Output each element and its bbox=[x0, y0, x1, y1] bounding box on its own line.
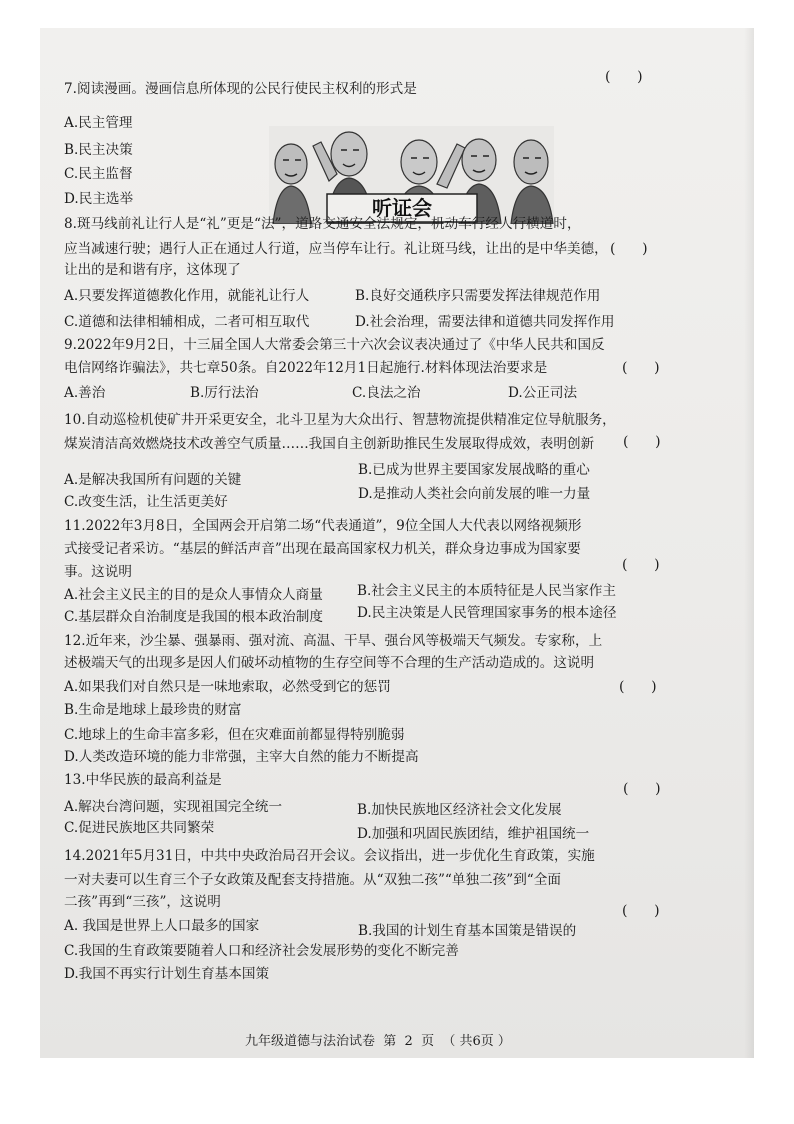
q14-option-a: A. 我国是世界上人口最多的国家 bbox=[64, 918, 260, 934]
answer-bracket-q9: ( ) bbox=[622, 360, 660, 376]
answer-bracket-q12: ( ) bbox=[619, 679, 657, 695]
question-7-stem: 7.阅读漫画。漫画信息所体现的公民行使民主权利的形式是 bbox=[64, 81, 417, 97]
q14-option-c: C.我国的生育政策要随着人口和经济社会发展形势的变化不断完善 bbox=[64, 943, 459, 959]
question-10-stem-line2: 煤炭清洁高效燃烧技术改善空气质量……我国自主创新助推民生发展取得成效，表明创新 bbox=[64, 436, 595, 452]
q14-option-d: D.我国不再实行计划生育基本国策 bbox=[64, 966, 270, 982]
q10-option-d: D.是推动人类社会向前发展的唯一力量 bbox=[358, 486, 591, 502]
question-11-stem-line1: 11.2022年3月8日，全国两会开启第二场“代表通道”，9位全国人大代表以网络视频形 bbox=[64, 518, 582, 534]
exam-page bbox=[40, 28, 754, 1058]
q12-option-a: A.如果我们对自然只是一味地索取，必然受到它的惩罚 bbox=[64, 679, 391, 695]
q11-option-b: B.社会主义民主的本质特征是人民当家作主 bbox=[357, 583, 616, 599]
q12-option-c: C.地球上的生命丰富多彩，但在灾难面前都显得特别脆弱 bbox=[64, 727, 405, 743]
question-8-stem-line1: 8.斑马线前礼让行人是“礼”更是“法”，道路交通安全法规定，机动车行经人行横道时， bbox=[64, 216, 581, 232]
q11-option-d: D.民主决策是人民管理国家事务的根本途径 bbox=[357, 605, 617, 621]
q10-option-b: B.已成为世界主要国家发展战略的重心 bbox=[358, 462, 590, 478]
q8-option-c: C.道德和法律相辅相成，二者可相互取代 bbox=[64, 314, 310, 330]
answer-bracket-q7: ( ) bbox=[605, 69, 643, 85]
q8-option-a: A.只要发挥道德教化作用，就能礼让行人 bbox=[64, 288, 310, 304]
q9-option-a: A.善治 bbox=[64, 385, 106, 401]
q12-option-d: D.人类改造环境的能力非常强，主宰大自然的能力不断提高 bbox=[64, 749, 419, 765]
question-13-stem: 13.中华民族的最高利益是 bbox=[64, 772, 222, 788]
question-14-stem-line2: 一对夫妻可以生育三个子女政策及配套支持措施。从“双独二孩”“单独二孩”到“全面 bbox=[64, 872, 561, 888]
answer-bracket-q10: ( ) bbox=[623, 434, 661, 450]
q13-option-a: A.解决台湾问题，实现祖国完全统一 bbox=[64, 799, 283, 815]
question-14-stem-line1: 14.2021年5月31日，中共中央政治局召开会议。会议指出，进一步优化生育政策，实施 bbox=[64, 848, 595, 864]
q8-option-d: D.社会治理，需要法律和道德共同发挥作用 bbox=[355, 314, 615, 330]
question-8-stem-line2: 应当减速行驶；遇行人正在通过人行道，应当停车让行。礼让斑马线，让出的是中华美德， bbox=[64, 241, 608, 257]
question-11-stem-line3: 事。这说明 bbox=[64, 564, 132, 580]
question-14-stem-line3: 二孩”再到“三孩”，这说明 bbox=[64, 894, 221, 910]
q9-option-d: D.公正司法 bbox=[508, 385, 578, 401]
q9-option-c: C.良法之治 bbox=[352, 385, 421, 401]
q10-option-a: A.是解决我国所有问题的关键 bbox=[64, 472, 242, 488]
answer-bracket-q11: ( ) bbox=[622, 557, 660, 573]
answer-bracket-q8: ( ) bbox=[610, 241, 648, 257]
q11-option-a: A.社会主义民主的目的是众人事情众人商量 bbox=[64, 587, 323, 603]
q13-option-b: B.加快民族地区经济社会文化发展 bbox=[357, 802, 562, 818]
q9-option-b: B.厉行法治 bbox=[190, 385, 259, 401]
hearing-cartoon-image bbox=[269, 126, 554, 224]
q14-option-b: B.我国的计划生育基本国策是错误的 bbox=[358, 923, 577, 939]
q13-option-d: D.加强和巩固民族团结，维护祖国统一 bbox=[357, 826, 590, 842]
q7-option-a: A.民主管理 bbox=[64, 115, 133, 131]
cartoon-caption: 听证会 bbox=[372, 196, 432, 220]
question-9-stem-line2: 电信网络诈骗法》，共七章50条。自2022年12月1日起施行.材料体现法治要求是 bbox=[64, 360, 548, 376]
q12-option-b: B.生命是地球上最珍贵的财富 bbox=[64, 702, 242, 718]
q7-option-d: D.民主选举 bbox=[64, 191, 134, 207]
question-11-stem-line2: 式接受记者采访。“基层的鲜活声音”出现在最高国家权力机关，群众身边事成为国家要 bbox=[64, 541, 581, 557]
q13-option-c: C.促进民族地区共同繁荣 bbox=[64, 820, 215, 836]
question-12-stem-line1: 12.近年来，沙尘暴、强暴雨、强对流、高温、干旱、强台风等极端天气频发。专家称，上 bbox=[64, 633, 603, 649]
question-9-stem-line1: 9.2022年9月2日，十三届全国人大常委会第三十六次会议表决通过了《中华人民共和国反 bbox=[64, 337, 605, 353]
q11-option-c: C.基层群众自治制度是我国的根本政治制度 bbox=[64, 609, 323, 625]
question-8-stem-line3: 让出的是和谐有序，这体现了 bbox=[64, 262, 241, 278]
question-10-stem-line1: 10.自动巡检机使矿井开采更安全，北斗卫星为大众出行、智慧物流提供精准定位导航服务， bbox=[64, 412, 616, 428]
q10-option-c: C.改变生活，让生活更美好 bbox=[64, 494, 228, 510]
question-12-stem-line2: 述极端天气的出现多是因人们破坏动植物的生存空间等不合理的生产活动造成的。这说明 bbox=[64, 655, 595, 671]
q7-option-b: B.民主决策 bbox=[64, 142, 133, 158]
q8-option-b: B.良好交通秩序只需要发挥法律规范作用 bbox=[355, 288, 601, 304]
answer-bracket-q14: ( ) bbox=[622, 903, 660, 919]
q7-option-c: C.民主监督 bbox=[64, 166, 133, 182]
answer-bracket-q13: ( ) bbox=[623, 781, 661, 797]
page-footer: 九年级道德与法治试卷 第 2 页 （ 共6页 ） bbox=[245, 1034, 511, 1049]
